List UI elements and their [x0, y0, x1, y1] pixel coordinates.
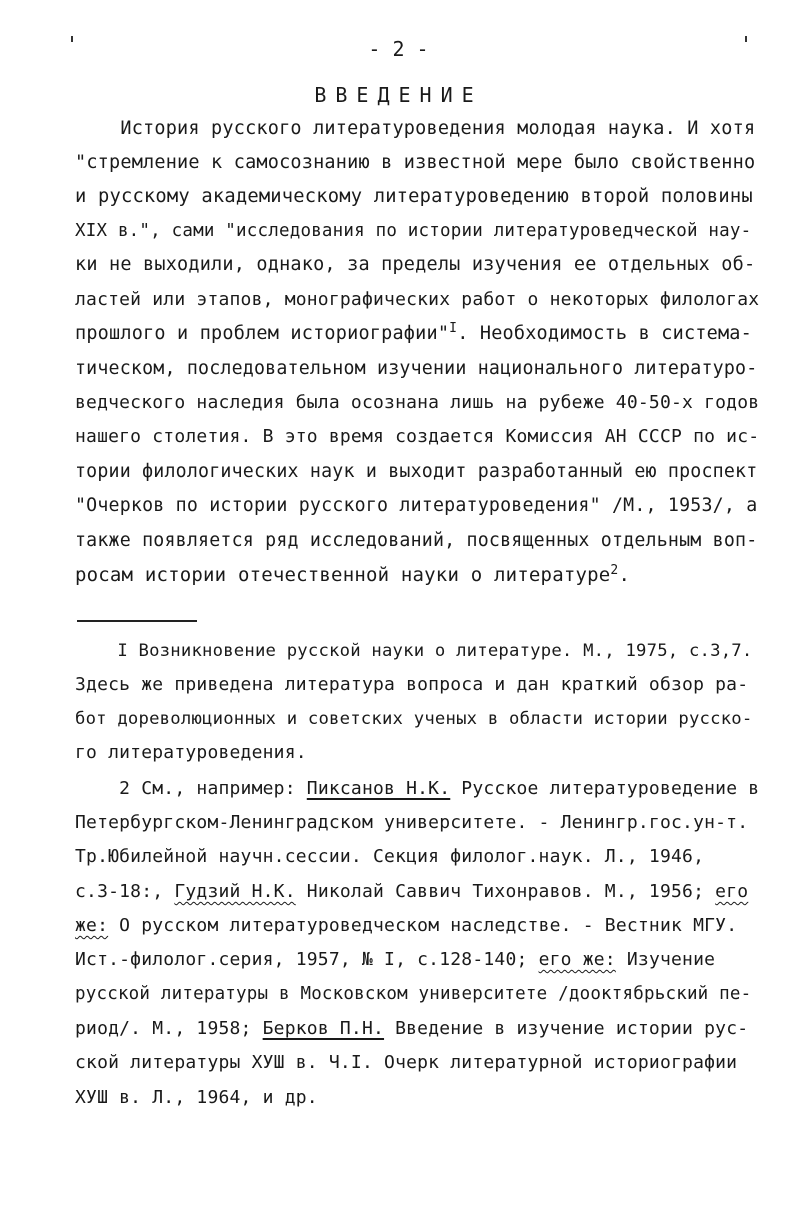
author-name: Гудзий Н.К.	[174, 881, 296, 902]
body-line: XIX в.", сами "исследования по истории литературоведческой нау-	[75, 221, 752, 241]
author-name: Пиксанов Н.К.	[306, 778, 451, 799]
page-title: ВВЕДЕНИЕ	[314, 83, 483, 107]
body-line: тическом, последовательном изучении национального литературо-	[75, 358, 758, 379]
body-line: "стремление к самосознанию в известной мере было свойственно	[75, 152, 756, 173]
footnote-line: ХУШ в. Л., 1964, и др.	[75, 1087, 318, 1108]
body-line-text: росам истории отечественной науки о литературе	[75, 564, 611, 586]
footnote-line: го литературоведения.	[75, 742, 307, 763]
footnote-line: ской литературы ХУШ в. Ч.I. Очерк литературной историографии	[75, 1052, 738, 1073]
body-line: и русскому академическому литературоведению второй половины	[75, 186, 753, 207]
footnote-line: риод/. М., 1958; Берков П.Н. Введение в изучение истории рус-	[75, 1018, 749, 1039]
body-line	[75, 322, 752, 346]
body-line-text: . Необходимость в система-	[457, 323, 752, 344]
page-number: - 2 -	[368, 37, 429, 61]
footnote-line: же: О русском литературоведческом наследстве. - Вестник МГУ.	[75, 915, 738, 936]
ibid-mark: его	[715, 881, 749, 902]
footnote-separator	[77, 620, 197, 622]
footnote-line: русской литературы в Московском университете /дооктябрьский пе-	[75, 984, 752, 1004]
footnote-ref-2: 2	[610, 563, 619, 578]
body-line-text: прошлого и проблем историографии"	[75, 323, 450, 344]
body-line: тории филологических наук и выходит разработанный ею проспект	[75, 461, 758, 482]
footnote-line: 2 См., например: Пиксанов Н.К. Русское литературоведение в	[75, 778, 760, 799]
body-line: ластей или этапов, монографических работ о некоторых филологах	[75, 289, 760, 310]
body-line: ки не выходили, однако, за пределы изучения ее отдельных об-	[75, 254, 756, 275]
body-line: "Очерков по истории русского литературоведения" /М., 1953/, а	[75, 495, 758, 516]
body-line: росам истории отечественной науки о литературе$^2$.	[75, 563, 631, 586]
ibid-mark: его же:	[538, 949, 616, 970]
footnote-ref-1: I	[449, 321, 458, 336]
footnote-line: с.3-18:, Гудзий Н.К. Николай Саввич Тихонравов. М., 1956; его	[75, 881, 749, 902]
body-line: нашего столетия. В это время создается Комиссия АН СССР по ис-	[75, 426, 760, 447]
ibid-mark: же:	[75, 915, 109, 936]
footnote-line: Здесь же приведена литература вопроса и дан краткий обзор ра-	[75, 674, 749, 695]
author-name: Берков П.Н.	[262, 1018, 385, 1039]
footnote-line: I Возникновение русской науки о литературе. М., 1975, с.3,7.	[75, 641, 753, 661]
body-line: ведческого наследия была осознана лишь на рубеже 40-50-х годов	[75, 392, 760, 413]
body-line: История русского литературоведения молодая наука. И хотя	[75, 118, 756, 139]
footnote-line: Ист.-филолог.серия, 1957, № I, с.128-140; его же: Изучение	[75, 949, 716, 970]
footnote-line: Петербургском-Ленинградском университете. - Ленингр.гос.ун-т.	[75, 812, 749, 833]
footnote-line: Тр.Юбилейной научн.сессии. Секция филолог.наук. Л., 1946,	[75, 846, 705, 867]
body-line: также появляется ряд исследований, посвященных отдельным воп-	[75, 530, 758, 551]
footnote-line: бот дореволюционных и советских ученых в области истории русско-	[75, 709, 753, 729]
